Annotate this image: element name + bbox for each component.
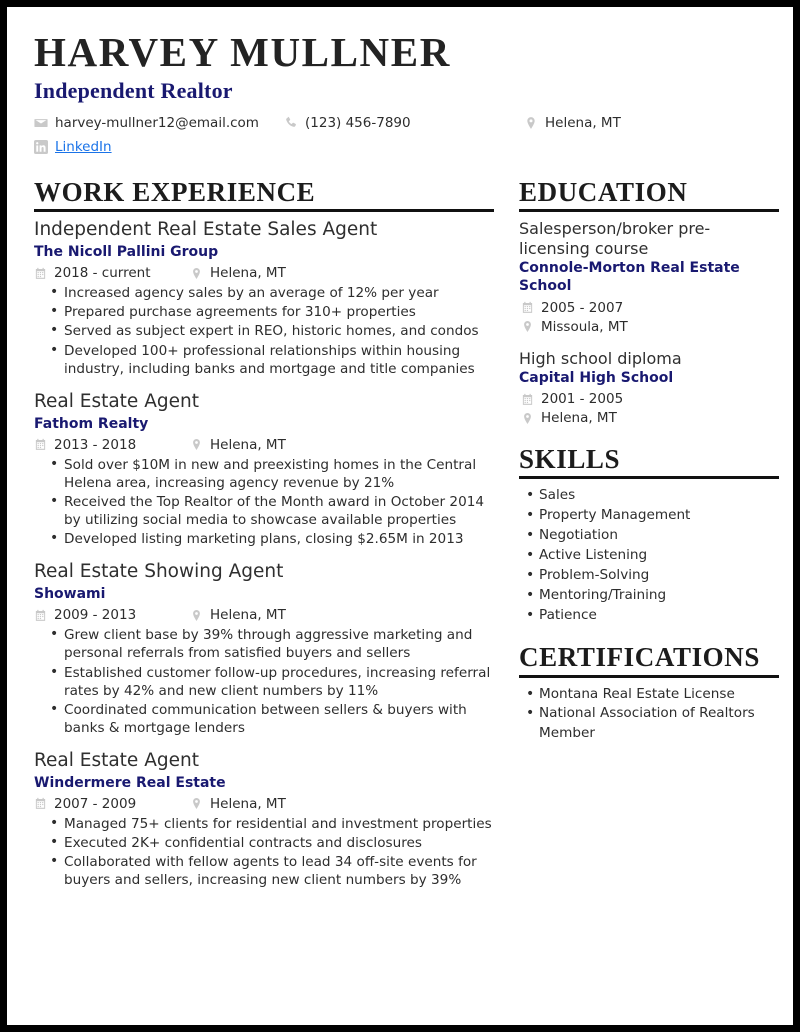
map-pin-icon bbox=[190, 609, 203, 622]
certifications-list bbox=[517, 685, 779, 745]
education-location-text: Missoula, MT bbox=[541, 318, 628, 335]
section-title-education: EDUCATION bbox=[519, 177, 688, 208]
job-dates bbox=[34, 607, 190, 623]
degree-name: High school diploma bbox=[519, 348, 682, 368]
calendar-icon bbox=[34, 609, 47, 622]
section-education bbox=[517, 178, 779, 427]
list-item: • Sales bbox=[539, 486, 779, 506]
list-item: • Collaborated with fellow agents to lead 34 off-site events for buyers and sellers, increasing new client numbers by 39% bbox=[64, 853, 494, 889]
map-pin-icon bbox=[524, 116, 538, 130]
education-dates-text: 2001 - 2005 bbox=[541, 391, 624, 408]
right-column bbox=[517, 178, 779, 890]
education-location bbox=[521, 318, 779, 336]
job-dates bbox=[34, 265, 190, 281]
degree-name: Salesperson/broker pre-licensing course bbox=[519, 219, 711, 258]
job-location bbox=[190, 437, 286, 453]
calendar-icon bbox=[521, 393, 534, 406]
job-bullets bbox=[32, 626, 494, 736]
work-entry bbox=[32, 561, 494, 737]
list-item: • Grew client base by 39% through aggressive marketing and personal referrals from satisfied buyers and sellers bbox=[64, 626, 494, 662]
list-item: • Problem-Solving bbox=[539, 566, 779, 586]
list-item: • Received the Top Realtor of the Month award in October 2014 by utilizing social media to showcase available properties bbox=[64, 493, 494, 529]
map-pin-icon bbox=[521, 412, 534, 425]
section-certifications bbox=[517, 643, 779, 744]
list-item: • Established customer follow-up procedures, increasing referral rates by 42% and new client numbers by 11% bbox=[64, 664, 494, 700]
school-name: Capital High School bbox=[519, 370, 674, 387]
content-columns bbox=[32, 178, 769, 890]
company-name: Windermere Real Estate bbox=[34, 774, 226, 791]
education-meta bbox=[519, 390, 779, 427]
section-title-work: WORK EXPERIENCE bbox=[34, 177, 316, 208]
list-item: • Negotiation bbox=[539, 526, 779, 546]
education-location bbox=[521, 409, 779, 427]
job-dates bbox=[34, 437, 190, 453]
job-location-text: Helena, MT bbox=[210, 607, 286, 624]
linkedin-link-text[interactable]: LinkedIn bbox=[55, 138, 112, 155]
job-location-text: Helena, MT bbox=[210, 795, 286, 812]
skills-list bbox=[517, 486, 779, 625]
education-location-text: Helena, MT bbox=[541, 410, 617, 427]
contact-email[interactable] bbox=[34, 115, 284, 131]
job-meta bbox=[34, 606, 494, 624]
column-gap bbox=[494, 178, 517, 890]
list-item: • Coordinated communication between sellers & buyers with banks & mortgage lenders bbox=[64, 701, 494, 737]
calendar-icon bbox=[34, 797, 47, 810]
section-rule-work bbox=[34, 209, 494, 212]
calendar-icon bbox=[34, 267, 47, 280]
list-item: • Developed listing marketing plans, closing $2.65M in 2013 bbox=[64, 530, 494, 548]
list-item: • Mentoring/Training bbox=[539, 586, 779, 606]
job-dates-text: 2018 - current bbox=[54, 265, 151, 282]
job-title: Real Estate Showing Agent bbox=[34, 561, 284, 583]
list-item: • Served as subject expert in REO, historic homes, and condos bbox=[64, 322, 494, 340]
work-entry bbox=[32, 391, 494, 549]
list-item: • Property Management bbox=[539, 506, 779, 526]
list-item: • Managed 75+ clients for residential and investment properties bbox=[64, 815, 494, 833]
calendar-icon bbox=[34, 438, 47, 451]
resume-page bbox=[7, 7, 793, 1025]
education-dates bbox=[521, 390, 779, 408]
map-pin-icon bbox=[190, 267, 203, 280]
job-location bbox=[190, 607, 286, 623]
map-pin-icon bbox=[190, 797, 203, 810]
job-meta bbox=[34, 264, 494, 282]
envelope-icon bbox=[34, 116, 48, 130]
list-item: • Developed 100+ professional relationships within housing industry, including banks and mortgage and title companies bbox=[64, 342, 494, 378]
phone-icon bbox=[284, 116, 298, 130]
job-location-text: Helena, MT bbox=[210, 436, 286, 453]
contact-linkedin[interactable] bbox=[34, 139, 112, 155]
list-item: • Active Listening bbox=[539, 546, 779, 566]
location-text: Helena, MT bbox=[545, 114, 621, 131]
job-bullets bbox=[32, 815, 494, 889]
education-entry bbox=[517, 219, 779, 335]
education-dates-text: 2005 - 2007 bbox=[541, 299, 624, 316]
contact-row-secondary bbox=[34, 137, 769, 156]
section-rule-education bbox=[519, 209, 779, 212]
school-name: Connole-Morton Real Estate School bbox=[519, 260, 740, 295]
work-entry bbox=[32, 750, 494, 889]
job-location-text: Helena, MT bbox=[210, 265, 286, 282]
education-meta bbox=[519, 299, 779, 336]
email-text: harvey-mullner12@email.com bbox=[55, 114, 259, 131]
job-title: Real Estate Agent bbox=[34, 749, 199, 771]
work-entry bbox=[32, 219, 494, 378]
section-rule-skills bbox=[519, 476, 779, 479]
left-column bbox=[32, 178, 494, 890]
section-title-certifications: CERTIFICATIONS bbox=[519, 642, 760, 673]
job-bullets bbox=[32, 284, 494, 377]
job-title: Independent Real Estate Sales Agent bbox=[34, 219, 378, 241]
phone-text: (123) 456-7890 bbox=[305, 114, 411, 131]
education-dates bbox=[521, 299, 779, 317]
job-location bbox=[190, 265, 286, 281]
section-skills bbox=[517, 445, 779, 625]
education-entry bbox=[517, 349, 779, 428]
section-work-experience bbox=[32, 178, 494, 889]
list-item: • Sold over $10M in new and preexisting homes in the Central Helena area, increasing agency revenue by 21% bbox=[64, 456, 494, 492]
page-title: HARVEY MULLNER bbox=[34, 29, 451, 75]
company-name: Showami bbox=[34, 586, 106, 603]
resume-header bbox=[32, 31, 769, 156]
section-rule-certifications bbox=[519, 675, 779, 678]
map-pin-icon bbox=[190, 438, 203, 451]
professional-title: Independent Realtor bbox=[34, 78, 233, 104]
linkedin-icon bbox=[34, 140, 48, 154]
job-dates bbox=[34, 796, 190, 812]
company-name: The Nicoll Pallini Group bbox=[34, 244, 219, 261]
contact-location bbox=[524, 115, 621, 131]
list-item: • Patience bbox=[539, 606, 779, 626]
job-meta bbox=[34, 795, 494, 813]
map-pin-icon bbox=[521, 320, 534, 333]
list-item: • Increased agency sales by an average of 12% per year bbox=[64, 284, 494, 302]
contact-row-primary bbox=[34, 113, 769, 132]
job-meta bbox=[34, 436, 494, 454]
job-location bbox=[190, 796, 286, 812]
job-dates-text: 2009 - 2013 bbox=[54, 607, 137, 624]
contact-phone[interactable] bbox=[284, 115, 524, 131]
company-name: Fathom Realty bbox=[34, 415, 149, 432]
list-item: • National Association of Realtors Member bbox=[539, 704, 779, 744]
list-item: • Executed 2K+ confidential contracts and disclosures bbox=[64, 834, 494, 852]
job-title: Real Estate Agent bbox=[34, 390, 199, 412]
list-item: • Montana Real Estate License bbox=[539, 685, 779, 705]
job-dates-text: 2013 - 2018 bbox=[54, 436, 137, 453]
job-bullets bbox=[32, 456, 494, 548]
section-title-skills: SKILLS bbox=[519, 444, 621, 475]
job-dates-text: 2007 - 2009 bbox=[54, 795, 137, 812]
calendar-icon bbox=[521, 301, 534, 314]
list-item: • Prepared purchase agreements for 310+ properties bbox=[64, 303, 494, 321]
